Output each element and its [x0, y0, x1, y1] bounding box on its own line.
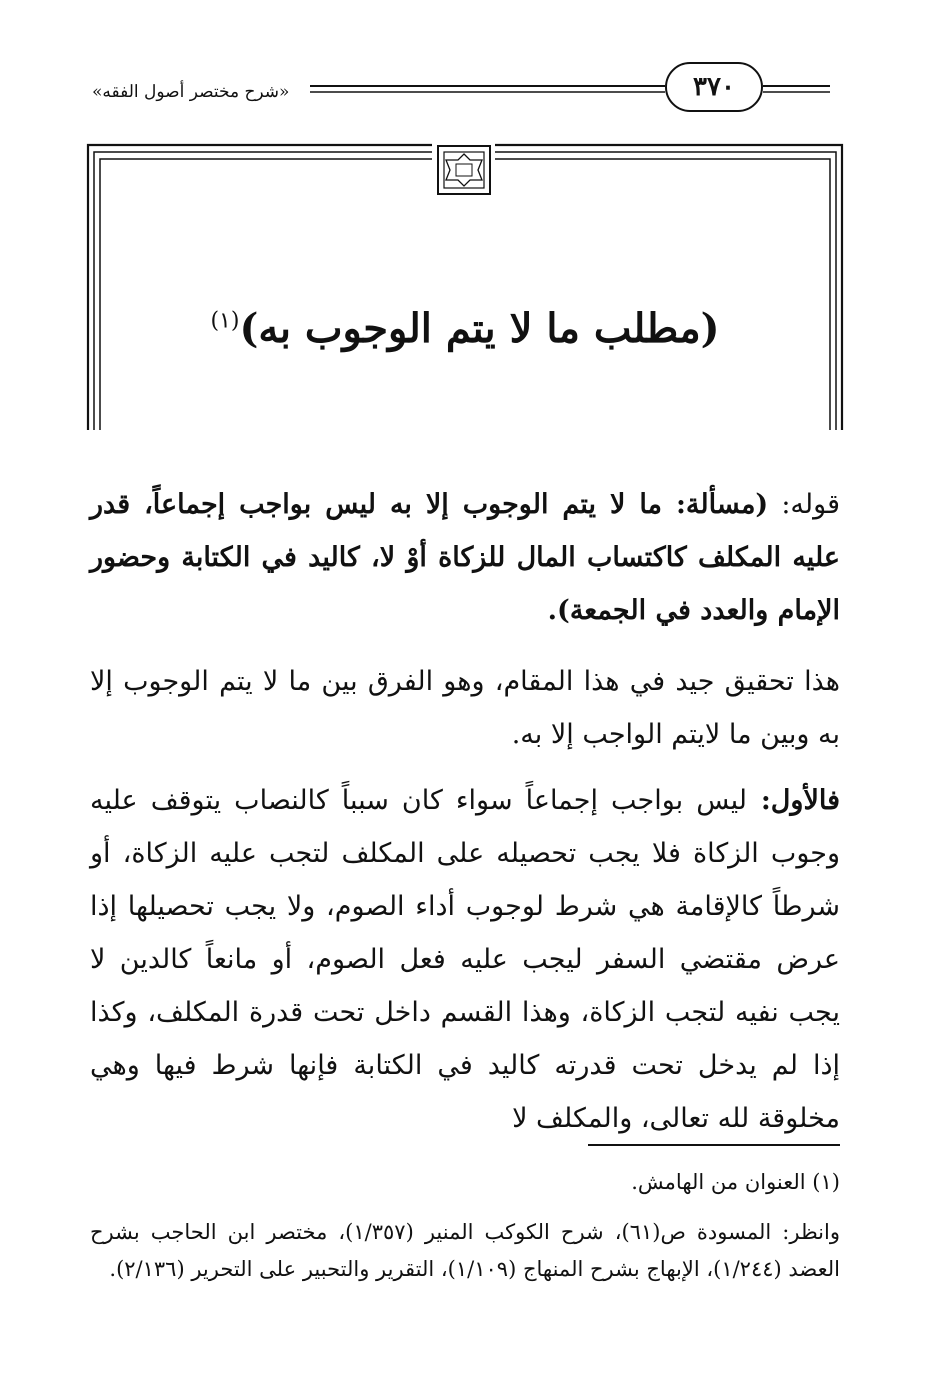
- footnote-ref: (١): [210, 308, 240, 334]
- footnote-2: وانظر: المسودة ص(٦١)، شرح الكوكب المنير (١/٣٥٧)، مختصر ابن الحاجب بشرح العضد (١/٢٤٤)، الإبهاج بشرح المنهاج (١/١٠٩)، التقرير والتحبير على التحرير (٢/١٣٦).: [90, 1220, 840, 1281]
- paragraph-2: هذا تحقيق جيد في هذا المقام، وهو الفرق بين ما لا يتم الوجوب إلا به وبين ما لايتم الواجب إلا به.: [90, 666, 840, 750]
- paragraph-3: [90, 774, 840, 1145]
- paragraph-3-text: ليس بواجب إجماعاً سواء كان سبباً كالنصاب يتوقف عليه وجوب الزكاة فلا يجب تحصيله على المكلف لتجب عليه الزكاة، أو شرطاً كالإقامة هي شرط لوجوب أداء الصوم، ولا يجب تحصيلها إذا عرض مقتضي السفر ليجب عليه فعل الصوم، أو مانعاً كالدين لا يجب نفيه لتجب الزكاة، وهذا القسم داخل تحت قدرة المكلف، وكذا إذا لم يدخل تحت قدرته كاليد في الكتابة فإنها شرط فيها وهي مخلوقة لله تعالى، والمكلف لا: [90, 785, 840, 1134]
- page-number: ٣٧٠: [665, 62, 763, 112]
- section-title-text: (مطلب ما لا يتم الوجوب به): [239, 305, 720, 352]
- paragraph-1: [90, 478, 840, 637]
- footnote-1: (١) العنوان من الهامش.: [631, 1170, 840, 1194]
- footnote-divider: [588, 1144, 840, 1146]
- book-title: «شرح مختصر أصول الفقه»: [92, 82, 290, 102]
- paragraph-1-lead: قوله:: [768, 489, 840, 520]
- paragraph-3-lead: فالأول:: [747, 785, 840, 816]
- section-title: [90, 305, 840, 352]
- star-ornament-icon: [438, 146, 490, 194]
- paragraph-1-text: (مسألة: ما لا يتم الوجوب إلا به ليس بواجب إجماعاً، قدر عليه المكلف كاكتساب المال للزكاة أوْ لا، كاليد في الكتابة وحضور الإمام والعدد في الجمعة).: [90, 489, 840, 626]
